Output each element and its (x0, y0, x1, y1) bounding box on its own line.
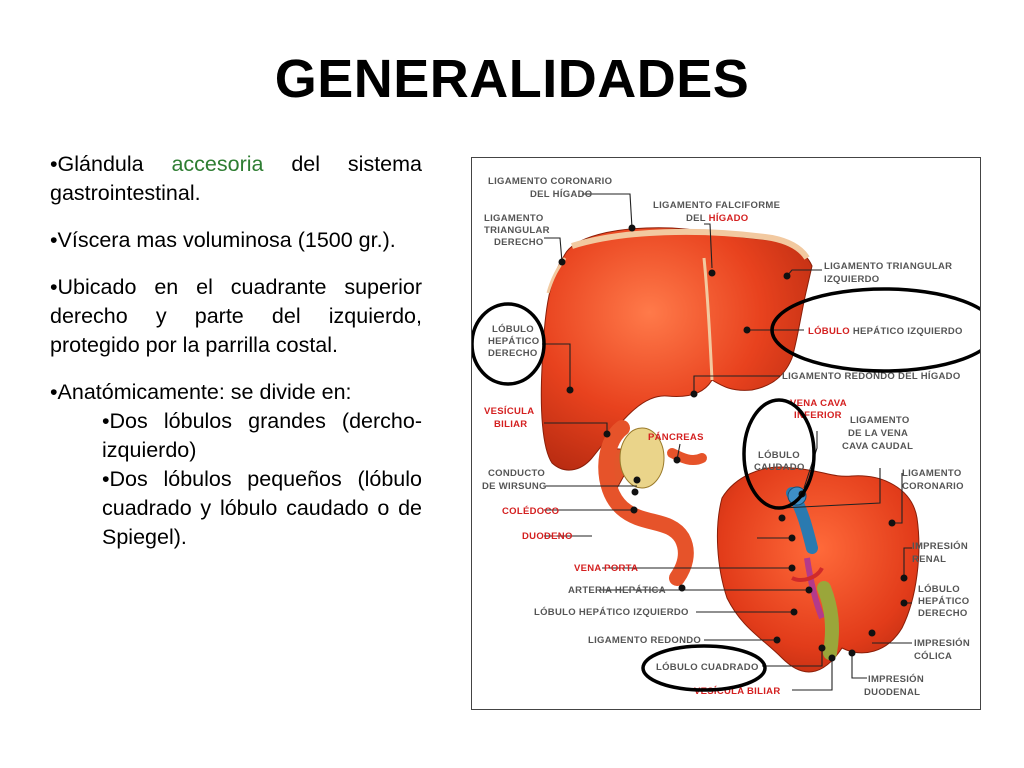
label-duodeno: DUODENO (522, 531, 573, 542)
label-lobulo-cuadrado: LÓBULO CUADRADO (656, 662, 759, 673)
slide-title: GENERALIDADES (274, 49, 750, 109)
label-lobulo-hepatico-derecho: LÓBULO HEPÁTICO DERECHO (488, 324, 540, 359)
label-conducto-wirsung: CONDUCTO DE WIRSUNG (482, 468, 547, 492)
sub-bullet-1: •Dos lóbulos grandes (dercho-izquierdo) (102, 409, 422, 462)
label-lig-coronario: LIGAMENTO CORONARIO DEL HÍGADO (488, 176, 613, 200)
label-impresion-colica: IMPRESIÓN CÓLICA (914, 638, 971, 662)
label-lig-redondo-higado: LIGAMENTO REDONDO DEL HÍGADO (782, 371, 961, 382)
liver-anatomy-figure (471, 157, 981, 710)
bullet-1-text-end: del sistema gastrointestinal. (50, 152, 422, 205)
label-impresion-renal: IMPRESIÓN RENAL (912, 541, 969, 565)
bullet-1 (50, 150, 422, 208)
label-lig-triangular-izquierdo: LIGAMENTO TRIANGULAR IZQUIERDO (824, 261, 953, 285)
label-lig-triangular-derecho: LIGAMENTO TRIANGULAR DERECHO (484, 213, 550, 248)
label-impresion-duodenal: IMPRESIÓN DUODENAL (864, 674, 925, 698)
label-vena-cava: VENA CAVA INFERIOR (790, 398, 847, 421)
sub-bullet-list (102, 407, 422, 552)
label-lig-coronario-2: LIGAMENTO CORONARIO (902, 468, 964, 492)
bullet-text-block (50, 150, 422, 552)
label-lig-vena-cava: LIGAMENTO DE LA VENA CAVA CAUDAL (842, 415, 914, 452)
label-lobulo-caudado: LÓBULO CAUDADO (754, 450, 805, 473)
label-lig-redondo: LIGAMENTO REDONDO (588, 635, 702, 646)
bullet-1-accent: accesoria (171, 152, 264, 176)
liver-visceral-view (717, 467, 918, 672)
label-vesicula-biliar-2: VESÍCULA BILIAR (694, 686, 781, 697)
label-lobulo-hepatico-izquierdo-2: LÓBULO HEPÁTICO IZQUIERDO (534, 607, 689, 618)
label-vena-porta: VENA PORTA (574, 563, 639, 574)
bullet-4: •Anatómicamente: se divide en: (50, 380, 352, 404)
label-lobulo-hepatico-izquierdo: LÓBULO HEPÁTICO IZQUIERDO (808, 326, 963, 337)
bullet-2: •Víscera mas voluminosa (1500 gr.). (50, 228, 396, 252)
bullet-3: •Ubicado en el cuadrante superior derecho y parte del izquierdo, protegido por la parrilla costal. (50, 275, 422, 357)
bullet-1-text: •Glándula (50, 152, 172, 176)
label-arteria-hepatica: ARTERIA HEPÁTICA (568, 585, 666, 596)
label-vesicula-biliar: VESÍCULA BILIAR (484, 406, 535, 430)
sub-bullet-2: •Dos lóbulos pequeños (lóbulo cuadrado y lóbulo caudado o de Spiegel). (102, 467, 422, 549)
label-coledoco: COLÉDOCO (502, 506, 560, 517)
label-lobulo-hepatico-derecho-2: LÓBULO HEPÁTICO DERECHO (918, 584, 970, 619)
label-pancreas: PÁNCREAS (648, 432, 704, 443)
label-lig-falciforme: LIGAMENTO FALCIFORME DEL HÍGADO (653, 200, 781, 224)
